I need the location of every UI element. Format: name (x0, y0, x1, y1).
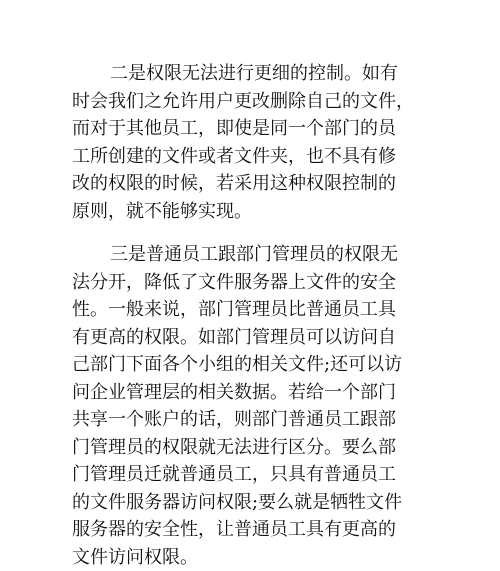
text-line: 改的权限的时候，若采用这种权限控制的 (72, 170, 432, 198)
text-line: 而对于其他员工，即使是同一个部门的员 (72, 115, 432, 143)
text-line: 服务器的安全性，让普通员工具有更高的 (72, 516, 432, 544)
text-line: 有更高的权限。如部门管理员可以访问自 (72, 324, 432, 352)
text-line: 共享一个账户的话，则部门普通员工跟部 (72, 406, 432, 434)
text-line: 三是普通员工跟部门管理员的权限无 (72, 241, 432, 269)
text-line: 时会我们之允许用户更改删除自己的文件， (72, 88, 432, 116)
text-line: 门管理员迁就普通员工，只具有普通员工 (72, 461, 432, 489)
text-line: 原则，就不能够实现。 (72, 198, 432, 226)
text-line: 问企业管理层的相关数据。若给一个部门 (72, 379, 432, 407)
text-line: 己部门下面各个小组的相关文件;还可以访 (72, 351, 432, 379)
text-line: 文件访问权限。 (72, 544, 432, 571)
text-line: 二是权限无法进行更细的控制。如有 (72, 60, 432, 88)
text-line: 法分开，降低了文件服务器上文件的安全 (72, 269, 432, 297)
text-line: 性。一般来说，部门管理员比普通员工具 (72, 296, 432, 324)
text-line: 的文件服务器访问权限;要么就是牺牲文件 (72, 489, 432, 517)
paragraph-role-separation (72, 241, 432, 571)
text-line: 工所创建的文件或者文件夹，也不具有修 (72, 143, 432, 171)
paragraph-permission-granularity (72, 60, 432, 225)
text-line: 门管理员的权限就无法进行区分。要么部 (72, 434, 432, 462)
